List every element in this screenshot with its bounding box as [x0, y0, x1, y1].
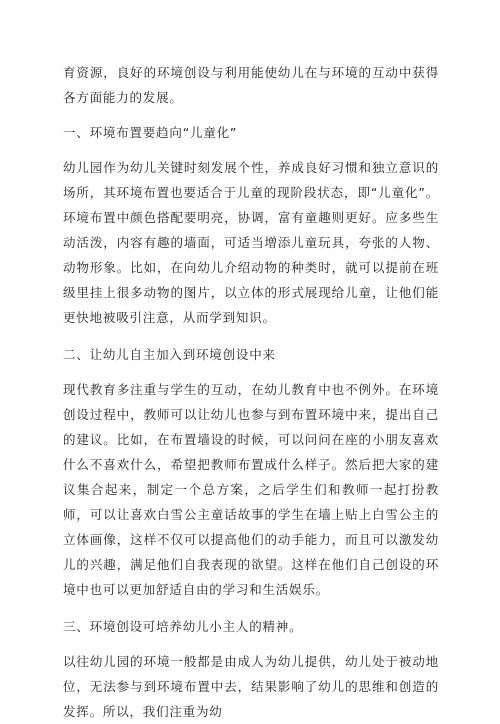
section-3-heading: 三、环境创设可培养幼儿小主人的精神。 [63, 619, 303, 634]
section-3-body: 以往幼儿园的环境一般都是由成人为幼儿提供，幼儿处于被动地位，无法参与到环境布置中去，结果影响了幼儿的思维和创造的发挥。所以，我们注重为幼 [63, 654, 439, 719]
section-2-body: 现代教育多注重与学生的互动，在幼儿教育中也不例外。在环境创设过程中，教师可以让幼儿也参与到布置环境中来，提出自己的建议。比如，在布置墙设的时候，可以问问在座的小朋友喜欢什么不喜欢什么，希望把教师布置成什么样子。然后把大家的建议集合起来，制定一个总方案，之后学生们和教师一起打扮教师，可以让喜欢白雪公主童话故事的学生在墙上贴上白雪公主的立体画像，这样不仅可以提高他们的动手能力，而且可以激发幼儿的兴趣，满足他们自我表现的欲望。这样在他们自己创设的环境中也可以更加舒适自由的学习和生活娱乐。 [63, 382, 439, 597]
section-1-heading: 一、环境布置要趋向“儿童化” [63, 125, 238, 140]
document-page [63, 60, 439, 724]
section-1-body: 幼儿园作为幼儿关键时刻发展个性，养成良好习惯和独立意识的场所，其环境布置也要适合于儿童的现阶段状态，即“儿童化”。环境布置中颜色搭配要明亮，协调，富有童趣则更好。应多些生动活泼，内容有趣的墙面，可适当增添儿童玩具，夸张的人物、动物形象。比如，在向幼儿介绍动物的种类时，就可以提前在班级里挂上很多动物的图片，以立体的形式展现给儿童，让他们能更快地被吸引注意，从而学到知识。 [63, 160, 439, 325]
section-2-heading: 二、让幼儿自主加入到环境创设中来 [63, 347, 276, 362]
intro-paragraph: 育资源，良好的环境创设与利用能使幼儿在与环境的互动中获得各方面能力的发展。 [63, 65, 439, 105]
